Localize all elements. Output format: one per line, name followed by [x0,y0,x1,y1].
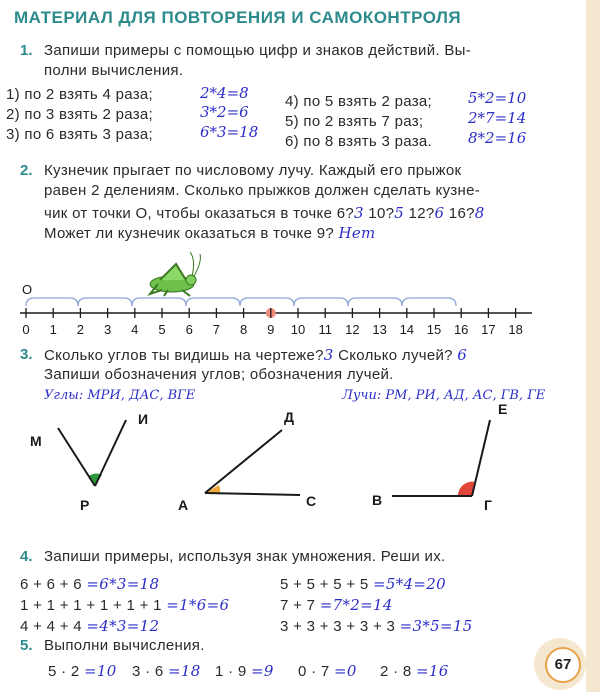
task1-item-6: 6) по 8 взять 3 раза. [285,133,433,150]
ray-tick-label: 17 [481,322,496,337]
task2-answer-10: 5 [394,204,405,222]
task2-answer-16: 8 [474,204,485,222]
ray-tick-label: 10 [290,322,306,337]
ray-tick-label: 1 [49,322,57,337]
task1-line1: Запиши примеры с помощью цифр и знаков действий. Вы- [44,42,472,59]
task1-item-1: 1) по 2 взять 4 раза; [6,86,154,103]
task3-question: Сколько углов ты видишь на чертеже?3 Сколько лучей? 6 [44,346,468,364]
ray-tick-label: 9 [267,322,275,337]
ray-tick-label: 4 [131,322,139,337]
task4-line1: Запиши примеры, используя знак умножения. Реши их. [44,548,446,565]
label-a: А [178,497,189,513]
ray-tick-label: 2 [76,322,85,337]
ray-tick-label: 7 [212,322,221,337]
task3-angles-answer: Углы: МРИ, ДАС, ВГЕ [44,388,196,403]
task2-line4: Может ли кузнечик оказаться в точке 9? Нет [44,224,376,242]
task4-item-6: 3 + 3 + 3 + 3 + 3 =3*5=15 [280,617,473,635]
jump-arcs [26,298,456,306]
ray-tick-label: 0 [22,322,30,337]
task1-number: 1. [20,42,33,59]
ray-tick-label: 18 [508,322,523,337]
task1-answer-6: 8*2=16 [468,129,527,147]
task5-answer-5: =16 [415,662,449,680]
task3-answer-rays-count: 6 [457,346,468,364]
task4-answer-3: =4*3=12 [86,617,160,635]
angle-dac [205,430,300,495]
task5-item-2: 3 · 6 =18 [132,662,201,680]
task5-answer-3: =9 [250,662,274,680]
task1-item-5: 5) по 2 взять 7 раз; [285,113,424,130]
task5-item-5: 2 · 8 =16 [380,662,449,680]
task5-item-1: 5 · 2 =10 [48,662,117,680]
task3-rays-answer: Лучи: РМ, РИ, АД, АС, ГВ, ГЕ [342,388,546,403]
task3-number: 3. [20,346,33,363]
task1-answer-2: 3*2=6 [200,103,249,121]
ray-tick-label: 8 [239,322,248,337]
task1-item-2: 2) по 3 взять 2 раза; [6,106,154,123]
task4-item-2: 1 + 1 + 1 + 1 + 1 + 1 =1*6=6 [20,596,230,614]
ray-tick-label: 5 [158,322,166,337]
task5-answer-2: =18 [167,662,201,680]
task1-answer-5: 2*7=14 [468,109,527,127]
page-number: 67 [545,647,581,683]
task4-answer-2: =1*6=6 [166,596,230,614]
task3-line2: Запиши обозначения углов; обозначения лучей. [44,366,394,383]
ray-tick-label: 3 [103,322,112,337]
label-i: И [138,411,149,427]
ray-tick-label: 12 [345,322,360,337]
number-ray [0,250,540,340]
task2-line3: чик от точки О, чтобы оказаться в точке 6?3 10?5 12?6 16?8 [44,204,485,222]
ray-tick-label: 11 [318,322,332,337]
ray-tick-label: 13 [372,322,387,337]
task1-line2: полни вычисления. [44,62,184,79]
page-edge [586,0,600,692]
task4-answer-5: =7*2=14 [319,596,393,614]
task4-answer-6: =3*5=15 [399,617,473,635]
task5-line1: Выполни вычисления. [44,637,205,654]
label-e: Е [498,401,508,417]
task5-answer-4: =0 [333,662,357,680]
label-p: Р [80,497,90,513]
task1-answer-1: 2*4=8 [200,84,249,102]
angle-mpi [58,420,126,486]
task5-item-3: 1 · 9 =9 [215,662,274,680]
angles-figure [0,400,540,530]
task3-answer-angles-count: 3 [323,346,334,364]
task2-line2: равен 2 делениям. Сколько прыжков должен сделать кузне- [44,182,481,199]
task4-answer-1: =6*3=18 [86,575,160,593]
task5-item-4: 0 · 7 =0 [298,662,357,680]
task1-item-4: 4) по 5 взять 2 раза; [285,93,433,110]
label-m: М [30,433,42,449]
label-c: С [306,493,317,509]
task5-answer-1: =10 [83,662,117,680]
task5-number: 5. [20,637,33,654]
task2-answer-12: 6 [434,204,445,222]
task2-number: 2. [20,162,33,179]
angle-bge [392,420,490,496]
label-b: В [372,492,383,508]
label-g: Г [484,497,492,513]
grasshopper-icon [150,252,200,296]
task4-item-3: 4 + 4 + 4 =4*3=12 [20,617,160,635]
task1-item-3: 3) по 6 взять 3 раза; [6,126,154,143]
ray-tick-label: 15 [426,322,442,337]
ray-tick-label: 14 [399,322,415,337]
ray-origin-label: О [22,282,33,297]
task2-line1: Кузнечик прыгает по числовому лучу. Каждый его прыжок [44,162,462,179]
task1-answer-3: 6*3=18 [200,123,259,141]
ray-tick-label: 6 [185,322,193,337]
task2-answer-9: Нет [338,224,376,242]
task4-number: 4. [20,548,33,565]
ray-tick-label: 16 [453,322,469,337]
task4-answer-4: =5*4=20 [373,575,446,593]
task4-item-4: 5 + 5 + 5 + 5 =5*4=20 [280,575,446,593]
task1-answer-4: 5*2=10 [468,89,527,107]
task4-item-5: 7 + 7 =7*2=14 [280,596,393,614]
task2-answer-6: 3 [353,204,364,222]
label-d: Д [284,409,294,425]
page-header: МАТЕРИАЛ ДЛЯ ПОВТОРЕНИЯ И САМОКОНТРОЛЯ [14,8,462,27]
task4-item-1: 6 + 6 + 6 =6*3=18 [20,575,160,593]
